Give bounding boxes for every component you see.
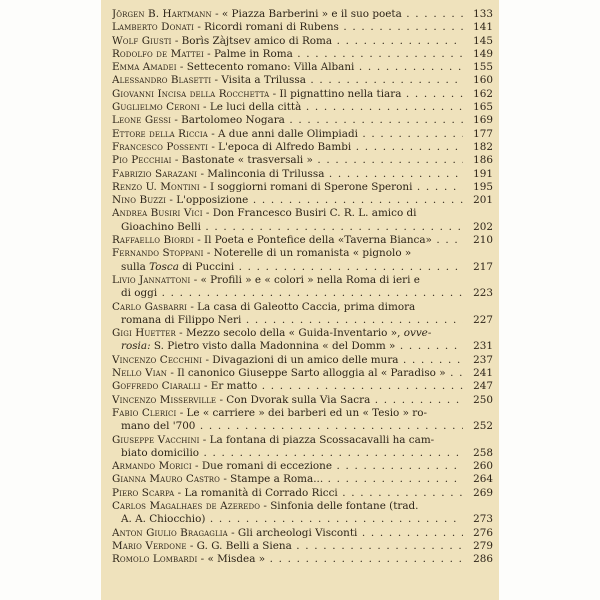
entry-title-text: - I soggiorni romani di Sperone Speroni	[203, 180, 413, 193]
entry-first-line	[112, 88, 463, 101]
entry-continuation-line	[112, 314, 463, 327]
entry-author: Jörgen B. Hartmann	[112, 8, 212, 20]
entry-first-line	[112, 327, 463, 340]
toc-entry	[112, 367, 493, 380]
entry-first-line	[112, 21, 463, 34]
entry-page-number: 162	[473, 87, 493, 100]
entry-page-number: 182	[473, 140, 493, 153]
toc-entry	[112, 74, 493, 87]
entry-title-text: - Con Dvorak sulla Via Sacra	[219, 393, 371, 406]
toc-entry	[112, 154, 493, 167]
toc-entry	[112, 181, 493, 194]
entry-author: Piero Scarpa	[112, 486, 175, 499]
entry-continuation-line	[112, 340, 463, 353]
entry-first-line	[112, 434, 463, 447]
entry-first-line	[112, 553, 463, 566]
entry-first-line	[112, 234, 463, 247]
entry-first-line	[112, 367, 463, 380]
entry-first-line	[112, 154, 463, 167]
entry-title-text: sulla Tosca di Puccini	[121, 260, 235, 273]
entry-page-number: 260	[473, 460, 493, 473]
book-page	[101, 0, 499, 600]
entry-page-number: 223	[473, 287, 493, 300]
entry-title-text: - Borìs Zàjtsev amico di Roma	[174, 34, 333, 47]
entry-page-number: 191	[473, 167, 493, 180]
toc-entry	[112, 114, 493, 127]
toc-entry	[112, 207, 493, 234]
entry-title-text: di oggi	[121, 287, 158, 300]
toc-entry	[112, 88, 493, 101]
entry-title-text: - Don Francesco Busiri C. R. L. amico di	[205, 207, 417, 220]
entry-title-text: - Bartolomeo Nogara	[174, 114, 285, 127]
entry-author: Guglielmo Ceroni	[112, 101, 200, 114]
toc-entry	[112, 487, 493, 500]
entry-page-number: 279	[473, 539, 493, 552]
entry-first-line	[112, 354, 463, 367]
entry-author: Lamberto Donati	[112, 21, 195, 34]
entry-first-line	[112, 141, 463, 154]
entry-continuation-line	[112, 261, 463, 274]
toc-entry	[112, 141, 493, 154]
entry-author: Nino Buzzi	[112, 194, 167, 207]
entry-title-text: - Visita a Trilussa	[214, 74, 306, 87]
toc-entry	[112, 473, 493, 486]
entry-page-number: 273	[473, 513, 493, 526]
entry-first-line	[112, 500, 463, 513]
toc-entry	[112, 553, 493, 566]
entry-title-text: - « Profili » e « colori » nella Roma di ieri e	[193, 273, 420, 286]
entry-first-line	[112, 101, 463, 114]
toc-entry	[112, 354, 493, 367]
entry-title-text: - Noterelle di un romanista « pignolo »	[206, 247, 412, 260]
entry-page-number: 217	[473, 260, 493, 273]
entry-author: Raffaello Biordi	[112, 234, 194, 247]
entry-page-number: 252	[473, 420, 493, 433]
entry-page-number: 241	[473, 367, 493, 380]
entry-page-number: 155	[473, 61, 493, 74]
toc-entry	[112, 194, 493, 207]
entry-title-text: - Due romani di eccezione	[195, 460, 333, 473]
entry-author: Ettore della Riccia	[112, 127, 208, 140]
entry-author: Leone Gessi	[112, 114, 172, 127]
entry-page-number: 264	[473, 473, 493, 486]
entry-title-text: - La casa di Galeotto Caccia, prima dimora	[190, 300, 416, 313]
entry-first-line	[112, 527, 463, 540]
entry-first-line	[112, 274, 463, 287]
entry-first-line	[112, 540, 463, 553]
entry-continuation-line	[112, 513, 463, 526]
entry-author: Giuseppe Vacchini	[112, 433, 200, 446]
toc-entry	[112, 234, 493, 247]
toc-entry	[112, 301, 493, 328]
entry-page-number: 258	[473, 446, 493, 459]
entry-author: Giovanni Incisa della Rocchetta	[112, 87, 270, 100]
entry-first-line	[112, 207, 463, 220]
entry-author: Mario Verdone	[112, 539, 187, 552]
entry-title-text: - Mezzo secolo della « Guida-Inventario », ovve-	[179, 327, 432, 340]
entry-author: Carlo Gasbarri	[112, 300, 188, 313]
entry-page-number: 169	[473, 114, 493, 127]
entry-first-line	[112, 114, 463, 127]
entry-page-number: 145	[473, 34, 493, 47]
entry-page-number: 269	[473, 486, 493, 499]
toc-entry	[112, 460, 493, 473]
toc-entry	[112, 8, 493, 21]
entry-continuation-line	[112, 287, 463, 300]
entry-author: Wolf Giusti	[112, 34, 172, 47]
entry-page-number: 186	[473, 154, 493, 167]
entry-first-line	[112, 380, 463, 393]
entry-title-text: rosia: S. Pietro visto dalla Madonnina « del Domm »	[121, 340, 396, 353]
entry-author: Rodolfo de Mattei	[112, 47, 204, 60]
entry-continuation-line	[112, 447, 463, 460]
toc-entry	[112, 101, 493, 114]
entry-first-line	[112, 74, 463, 87]
entry-author: Anton Giulio Bragaglia	[112, 526, 228, 539]
entry-title-text: - La fontana di piazza Scossacavalli ha cam-	[202, 433, 435, 446]
entry-title-text: - « Misdea »	[200, 553, 266, 566]
entry-page-number: 141	[473, 21, 493, 34]
entry-first-line	[112, 48, 463, 61]
entry-author: Carlos Magalhaes de Azeredo	[112, 499, 261, 512]
entry-author: Fabio Clerici	[112, 406, 177, 419]
entry-first-line	[112, 128, 463, 141]
entry-title-text: romana di Filippo Neri	[121, 313, 242, 326]
entry-first-line	[112, 61, 463, 74]
entry-title-text: - Ricordi romani di Rubens	[197, 21, 339, 34]
entry-first-line	[112, 473, 463, 486]
toc-entry	[112, 21, 493, 34]
entry-title-text: - Er matto	[203, 380, 258, 393]
table-of-contents	[112, 8, 493, 566]
toc-entry	[112, 407, 493, 434]
toc-entry	[112, 128, 493, 141]
entry-continuation-line	[112, 420, 463, 433]
toc-entry	[112, 168, 493, 181]
entry-page-number: 201	[473, 194, 493, 207]
toc-entry	[112, 500, 493, 527]
toc-entry	[112, 274, 493, 301]
entry-author: Fernando Stoppani	[112, 247, 204, 260]
entry-page-number: 286	[473, 553, 493, 566]
toc-entry	[112, 48, 493, 61]
entry-page-number: 195	[473, 180, 493, 193]
entry-author: Alessandro Blasetti	[112, 74, 212, 87]
toc-entry	[112, 327, 493, 354]
entry-page-number: 165	[473, 101, 493, 114]
entry-author: Francesco Possenti	[112, 140, 208, 153]
entry-author: Emma Amadei	[112, 61, 177, 74]
entry-page-number: 133	[473, 8, 493, 20]
entry-title-text: - G. G. Belli a Siena	[189, 539, 292, 552]
entry-first-line	[112, 407, 463, 420]
entry-author: Gigi Huetter	[112, 327, 176, 340]
entry-author: Vincenzo Cecchini	[112, 353, 203, 366]
entry-page-number: 160	[473, 74, 493, 87]
entry-author: Renzo U. Montini	[112, 180, 200, 193]
entry-title-text: - Il pignattino nella tiara	[272, 87, 402, 100]
entry-author: Vincenzo Misserville	[112, 393, 217, 406]
entry-first-line	[112, 247, 463, 260]
toc-entry	[112, 247, 493, 274]
entry-title-text: - Gli archeologi Visconti	[231, 526, 358, 539]
entry-title-text: - La romanità di Corrado Ricci	[177, 486, 338, 499]
entry-first-line	[112, 460, 463, 473]
entry-title-text: - A due anni dalle Olimpiadi	[211, 127, 358, 140]
entry-page-number: 247	[473, 380, 493, 393]
entry-title-text: - Divagazioni di un amico delle mura	[205, 353, 399, 366]
toc-entry	[112, 35, 493, 48]
entry-title-text: - Stampe a Roma...	[223, 473, 324, 486]
entry-author: Fabrizio Sarazani	[112, 167, 198, 180]
entry-title-text: - Bastonate « trasversali »	[174, 154, 313, 167]
entry-title-text: - Le luci della città	[203, 101, 302, 114]
entry-page-number: 276	[473, 526, 493, 539]
entry-title-text: - Il canonico Giuseppe Sarto alloggia al « Paradiso »	[170, 367, 446, 380]
entry-title-text: - L'epoca di Alfredo Bambi	[211, 140, 352, 153]
toc-entry	[112, 434, 493, 461]
entry-title-text: - Il Poeta e Pontefice della «Taverna Bianca»	[197, 234, 432, 247]
entry-author: Gianna Mauro Castro	[112, 473, 221, 486]
entry-first-line	[112, 487, 463, 500]
entry-title-text: - Settecento romano: Villa Albani	[179, 61, 355, 74]
toc-entry	[112, 527, 493, 540]
entry-author: Pio Pecchiai	[112, 154, 172, 167]
entry-title-text: - L'opposizione	[169, 194, 249, 207]
entry-page-number: 202	[473, 220, 493, 233]
entry-first-line	[112, 301, 463, 314]
entry-page-number: 149	[473, 47, 493, 60]
entry-page-number: 231	[473, 340, 493, 353]
entry-title-text: Gioachino Belli	[121, 220, 201, 233]
entry-author: Goffredo Ciaralli	[112, 380, 201, 393]
entry-title-text: - Palme in Roma	[207, 47, 293, 60]
entry-page-number: 250	[473, 393, 493, 406]
entry-first-line	[112, 35, 463, 48]
entry-author: Nello Vian	[112, 367, 167, 380]
entry-continuation-line	[112, 221, 463, 234]
entry-page-number: 237	[473, 353, 493, 366]
toc-entry	[112, 380, 493, 393]
entry-title-text: - Le « carriere » dei barberi ed un « Tesio » ro-	[179, 406, 427, 419]
entry-page-number: 210	[473, 234, 493, 247]
entry-first-line	[112, 181, 463, 194]
toc-entry	[112, 394, 493, 407]
toc-entry	[112, 61, 493, 74]
toc-entry	[112, 540, 493, 553]
entry-author: Andrea Busiri Vici	[112, 207, 203, 220]
entry-title-text: biato domicilio	[121, 446, 200, 459]
entry-first-line	[112, 394, 463, 407]
entry-author: Romolo Lombardi	[112, 553, 198, 566]
entry-author: Armando Morici	[112, 460, 192, 473]
entry-title-text: mano del '700	[121, 420, 196, 433]
entry-page-number: 177	[473, 127, 493, 140]
entry-page-number: 227	[473, 313, 493, 326]
entry-author: Livio Jannattoni	[112, 273, 191, 286]
entry-title-text: - Sinfonia delle fontane (trad.	[263, 499, 419, 512]
entry-first-line	[112, 168, 463, 181]
entry-first-line	[112, 8, 463, 21]
entry-title-text: - « Piazza Barberini » e il suo poeta	[215, 8, 402, 20]
entry-first-line	[112, 194, 463, 207]
entry-title-text: - Malinconia di Trilussa	[200, 167, 325, 180]
entry-title-text: A. A. Chiocchio)	[121, 513, 206, 526]
